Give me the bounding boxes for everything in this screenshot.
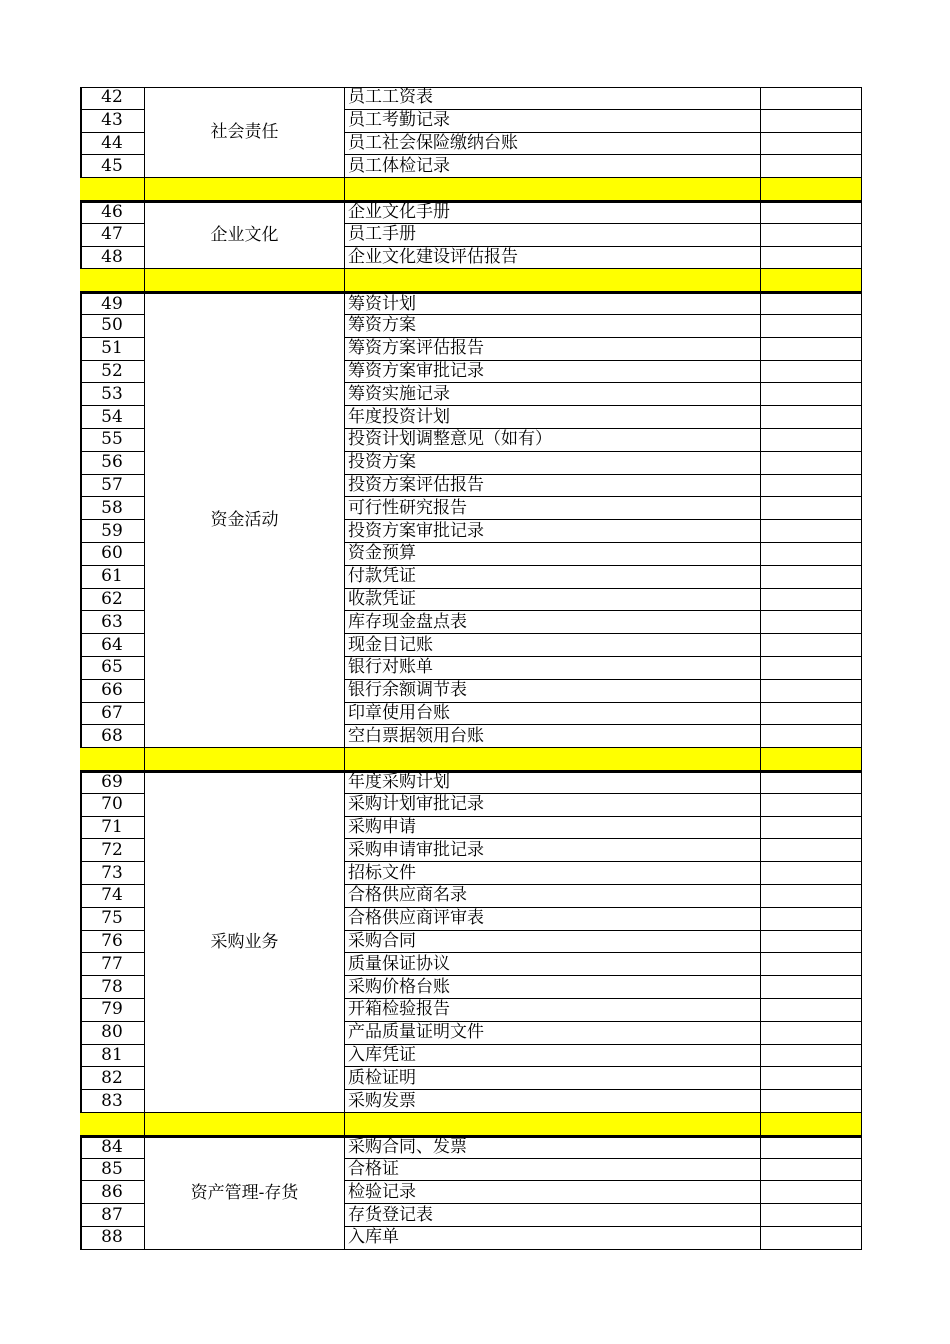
row-number: 57 (80, 475, 145, 498)
row-item: 付款凭证 (345, 566, 761, 589)
row-item: 筹资方案 (345, 315, 761, 338)
row-blank-cell (761, 247, 862, 270)
separator-cell (80, 178, 145, 201)
row-blank-cell (761, 566, 862, 589)
row-blank-cell (761, 1045, 862, 1068)
separator-cell (761, 748, 862, 771)
row-item: 入库凭证 (345, 1045, 761, 1068)
row-number: 44 (80, 133, 145, 156)
row-blank-cell (761, 133, 862, 156)
row-item: 投资计划调整意见（如有） (345, 429, 761, 452)
row-blank-cell (761, 224, 862, 247)
row-blank-cell (761, 771, 862, 794)
row-item: 质检证明 (345, 1067, 761, 1090)
row-item: 企业文化建设评估报告 (345, 247, 761, 270)
category-cell: 资金活动 (145, 292, 345, 748)
row-blank-cell (761, 361, 862, 384)
row-item: 招标文件 (345, 862, 761, 885)
separator-cell (80, 269, 145, 292)
row-item: 采购合同、发票 (345, 1136, 761, 1159)
separator-cell (345, 748, 761, 771)
row-item: 存货登记表 (345, 1204, 761, 1227)
row-number: 55 (80, 429, 145, 452)
row-blank-cell (761, 201, 862, 224)
row-item: 筹资方案审批记录 (345, 361, 761, 384)
separator-cell (345, 178, 761, 201)
row-blank-cell (761, 794, 862, 817)
row-number: 48 (80, 247, 145, 270)
row-item: 合格证 (345, 1159, 761, 1182)
row-number: 69 (80, 771, 145, 794)
row-item: 采购计划审批记录 (345, 794, 761, 817)
row-number: 79 (80, 999, 145, 1022)
row-blank-cell (761, 338, 862, 361)
row-blank-cell (761, 680, 862, 703)
row-item: 合格供应商评审表 (345, 908, 761, 931)
row-number: 84 (80, 1136, 145, 1159)
row-item: 印章使用台账 (345, 703, 761, 726)
row-number: 71 (80, 817, 145, 840)
row-item: 收款凭证 (345, 589, 761, 612)
row-blank-cell (761, 999, 862, 1022)
row-item: 合格供应商名录 (345, 885, 761, 908)
row-number: 87 (80, 1204, 145, 1227)
row-blank-cell (761, 406, 862, 429)
row-number: 75 (80, 908, 145, 931)
row-item: 企业文化手册 (345, 201, 761, 224)
row-number: 63 (80, 611, 145, 634)
row-item: 采购申请审批记录 (345, 839, 761, 862)
category-cell: 采购业务 (145, 771, 345, 1113)
separator-cell (145, 269, 345, 292)
row-item: 质量保证协议 (345, 953, 761, 976)
row-blank-cell (761, 908, 862, 931)
row-number: 70 (80, 794, 145, 817)
row-blank-cell (761, 862, 862, 885)
row-number: 66 (80, 680, 145, 703)
category-cell: 资产管理-存货 (145, 1136, 345, 1250)
record-table (80, 87, 862, 1250)
row-item: 可行性研究报告 (345, 497, 761, 520)
row-number: 67 (80, 703, 145, 726)
row-number: 47 (80, 224, 145, 247)
row-number: 42 (80, 87, 145, 110)
row-item: 员工工资表 (345, 87, 761, 110)
row-item: 库存现金盘点表 (345, 611, 761, 634)
row-blank-cell (761, 1067, 862, 1090)
row-item: 空白票据领用台账 (345, 725, 761, 748)
row-item: 银行对账单 (345, 657, 761, 680)
row-number: 73 (80, 862, 145, 885)
row-item: 年度采购计划 (345, 771, 761, 794)
row-blank-cell (761, 383, 862, 406)
row-number: 56 (80, 452, 145, 475)
row-item: 投资方案 (345, 452, 761, 475)
row-number: 85 (80, 1159, 145, 1182)
row-number: 77 (80, 953, 145, 976)
row-number: 65 (80, 657, 145, 680)
row-number: 45 (80, 155, 145, 178)
row-blank-cell (761, 725, 862, 748)
row-number: 60 (80, 543, 145, 566)
row-item: 采购发票 (345, 1090, 761, 1113)
separator-cell (761, 1113, 862, 1136)
row-number: 88 (80, 1227, 145, 1250)
row-blank-cell (761, 976, 862, 999)
row-number: 68 (80, 725, 145, 748)
row-number: 61 (80, 566, 145, 589)
row-item: 采购合同 (345, 931, 761, 954)
row-blank-cell (761, 292, 862, 315)
row-blank-cell (761, 1159, 862, 1182)
row-blank-cell (761, 110, 862, 133)
row-number: 50 (80, 315, 145, 338)
row-blank-cell (761, 1227, 862, 1250)
row-item: 员工体检记录 (345, 155, 761, 178)
row-item: 资金预算 (345, 543, 761, 566)
row-blank-cell (761, 931, 862, 954)
row-blank-cell (761, 1136, 862, 1159)
separator-cell (761, 178, 862, 201)
row-blank-cell (761, 497, 862, 520)
row-item: 筹资方案评估报告 (345, 338, 761, 361)
row-number: 78 (80, 976, 145, 999)
separator-cell (761, 269, 862, 292)
separator-cell (145, 178, 345, 201)
separator-cell (345, 1113, 761, 1136)
row-blank-cell (761, 634, 862, 657)
row-number: 80 (80, 1022, 145, 1045)
row-blank-cell (761, 1181, 862, 1204)
row-item: 检验记录 (345, 1181, 761, 1204)
row-item: 入库单 (345, 1227, 761, 1250)
row-blank-cell (761, 1204, 862, 1227)
row-blank-cell (761, 611, 862, 634)
row-blank-cell (761, 315, 862, 338)
row-item: 员工考勤记录 (345, 110, 761, 133)
row-item: 投资方案审批记录 (345, 520, 761, 543)
row-item: 筹资实施记录 (345, 383, 761, 406)
row-blank-cell (761, 429, 862, 452)
row-item: 员工手册 (345, 224, 761, 247)
row-number: 54 (80, 406, 145, 429)
row-blank-cell (761, 657, 862, 680)
separator-cell (80, 748, 145, 771)
row-blank-cell (761, 155, 862, 178)
row-number: 64 (80, 634, 145, 657)
row-number: 76 (80, 931, 145, 954)
row-number: 52 (80, 361, 145, 384)
row-blank-cell (761, 475, 862, 498)
row-blank-cell (761, 839, 862, 862)
row-number: 58 (80, 497, 145, 520)
row-blank-cell (761, 953, 862, 976)
row-item: 产品质量证明文件 (345, 1022, 761, 1045)
row-number: 82 (80, 1067, 145, 1090)
row-item: 投资方案评估报告 (345, 475, 761, 498)
row-blank-cell (761, 1090, 862, 1113)
category-cell: 企业文化 (145, 201, 345, 269)
row-number: 83 (80, 1090, 145, 1113)
category-cell: 社会责任 (145, 87, 345, 178)
row-blank-cell (761, 543, 862, 566)
row-item: 员工社会保险缴纳台账 (345, 133, 761, 156)
separator-cell (145, 748, 345, 771)
row-number: 49 (80, 292, 145, 315)
row-blank-cell (761, 885, 862, 908)
row-item: 现金日记账 (345, 634, 761, 657)
row-item: 采购价格台账 (345, 976, 761, 999)
row-blank-cell (761, 87, 862, 110)
row-number: 43 (80, 110, 145, 133)
row-number: 62 (80, 589, 145, 612)
row-item: 采购申请 (345, 817, 761, 840)
separator-cell (80, 1113, 145, 1136)
row-number: 53 (80, 383, 145, 406)
row-blank-cell (761, 520, 862, 543)
row-blank-cell (761, 703, 862, 726)
row-item: 筹资计划 (345, 292, 761, 315)
row-item: 年度投资计划 (345, 406, 761, 429)
row-number: 81 (80, 1045, 145, 1068)
row-number: 72 (80, 839, 145, 862)
row-blank-cell (761, 452, 862, 475)
row-blank-cell (761, 817, 862, 840)
separator-cell (145, 1113, 345, 1136)
row-item: 银行余额调节表 (345, 680, 761, 703)
row-number: 46 (80, 201, 145, 224)
row-number: 74 (80, 885, 145, 908)
row-number: 51 (80, 338, 145, 361)
separator-cell (345, 269, 761, 292)
row-blank-cell (761, 589, 862, 612)
row-item: 开箱检验报告 (345, 999, 761, 1022)
row-number: 59 (80, 520, 145, 543)
row-number: 86 (80, 1181, 145, 1204)
row-blank-cell (761, 1022, 862, 1045)
